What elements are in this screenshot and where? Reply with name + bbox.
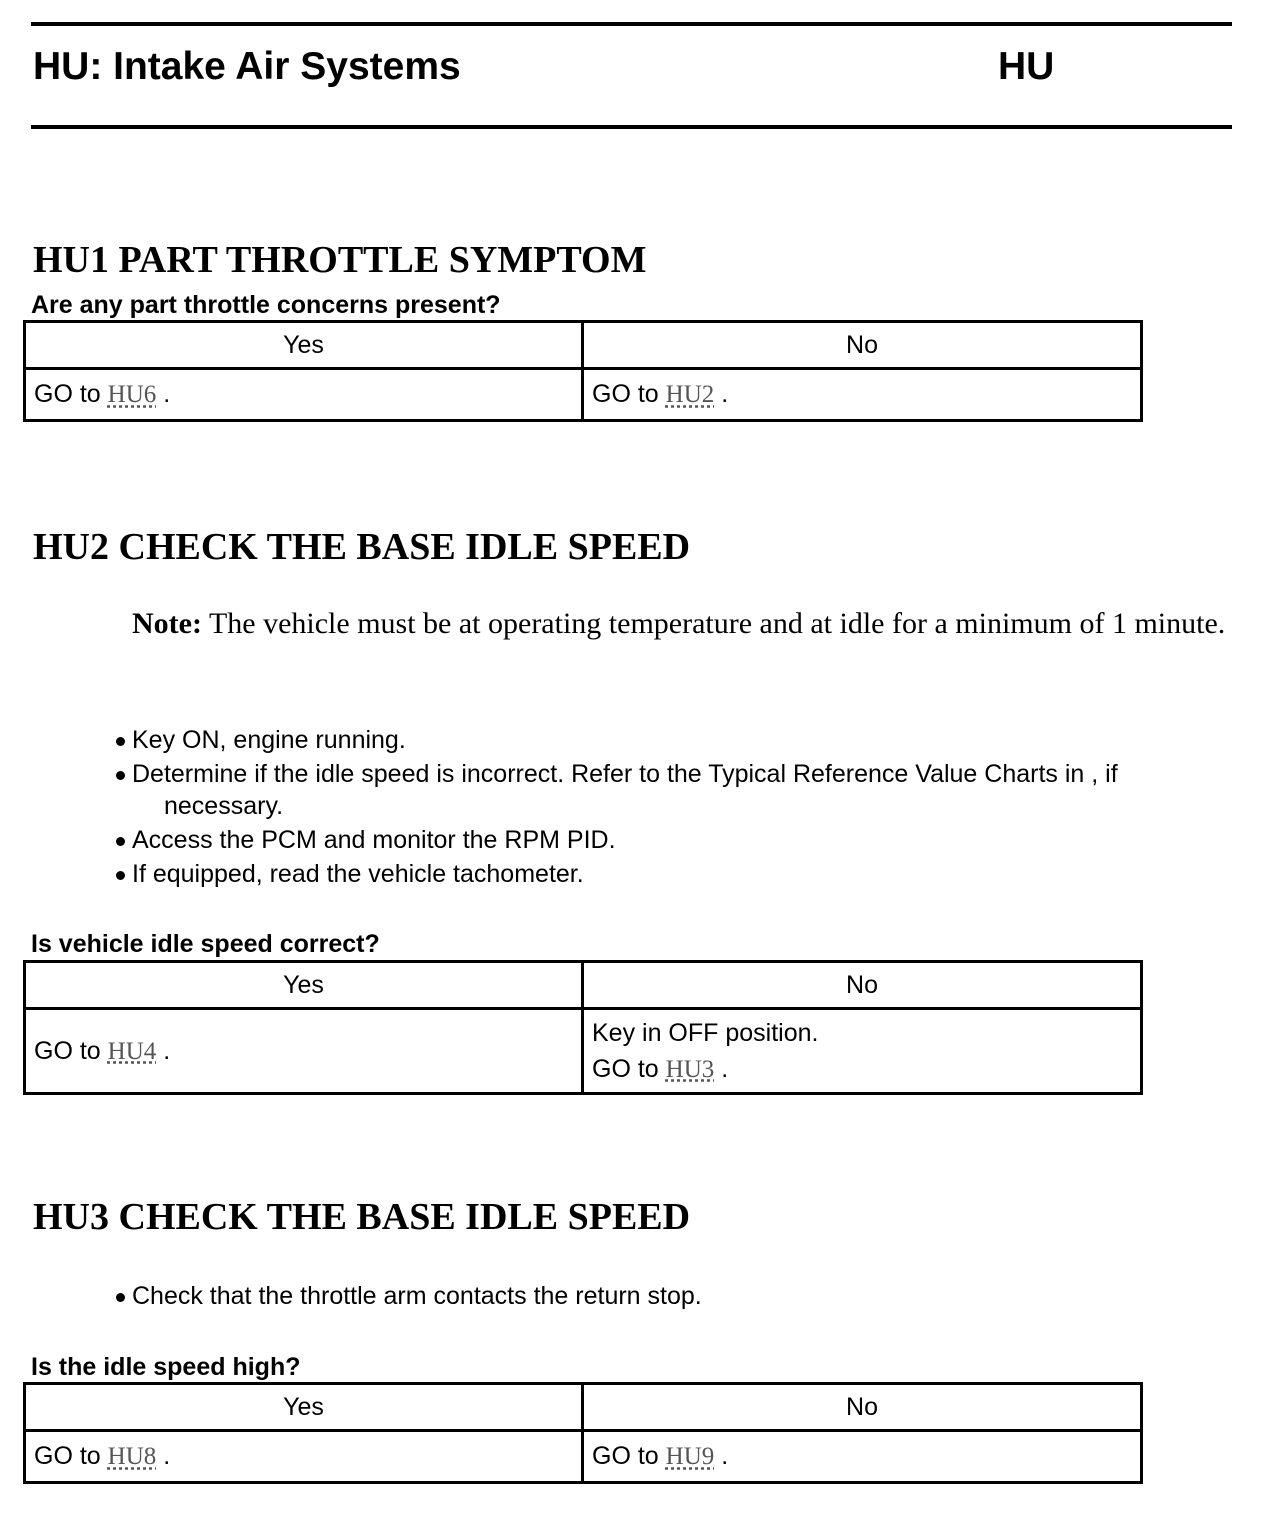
section-title-hu3: HU3 CHECK THE BASE IDLE SPEED <box>33 1196 691 1238</box>
section-title-hu1: HU1 PART THROTTLE SYMPTOM <box>33 239 647 281</box>
bullet-icon <box>116 1293 125 1302</box>
decision-table-hu1 <box>23 320 1143 422</box>
go-to-text: GO to <box>34 380 101 408</box>
question-hu3: Is the idle speed high? <box>31 1353 301 1381</box>
bullet-list-hu3 <box>116 1280 702 1314</box>
page-title: HU: Intake Air Systems <box>33 45 461 88</box>
header-bottom-rule <box>31 125 1232 129</box>
link-hu6[interactable]: HU6 <box>107 381 157 408</box>
no-header: No <box>583 322 1142 369</box>
note-label: Note: <box>132 607 202 640</box>
go-to-text: GO to <box>592 1054 659 1083</box>
no-cell: Key in OFF position. GO to HU3 . <box>583 1009 1142 1094</box>
note <box>132 605 1232 643</box>
list-item: Check that the throttle arm contacts the return stop. <box>116 1280 702 1312</box>
no-cell: GO to HU2 . <box>583 369 1142 421</box>
no-cell-instruction: Key in OFF position. <box>592 1018 819 1047</box>
link-hu4[interactable]: HU4 <box>107 1037 157 1065</box>
header-top-rule <box>31 22 1232 26</box>
note-text: The vehicle must be at operating temperature and at idle for a minimum of 1 minute. <box>208 607 1226 640</box>
bullet-icon <box>116 837 125 846</box>
bullet-icon <box>116 871 125 880</box>
decision-table-hu2 <box>23 960 1143 1095</box>
no-header: No <box>583 962 1142 1009</box>
section-title-hu2: HU2 CHECK THE BASE IDLE SPEED <box>33 526 691 568</box>
yes-header: Yes <box>25 322 583 369</box>
go-to-text: GO to <box>34 1036 101 1065</box>
link-hu3[interactable]: HU3 <box>665 1055 715 1083</box>
bullet-icon <box>116 737 125 746</box>
yes-header: Yes <box>25 1384 583 1431</box>
question-hu2: Is vehicle idle speed correct? <box>31 930 380 958</box>
bullet-icon <box>116 771 125 780</box>
yes-cell: GO to HU4 . <box>25 1009 583 1094</box>
go-to-text: GO to <box>592 1442 659 1470</box>
decision-table-hu3 <box>23 1382 1143 1484</box>
yes-cell: GO to HU6 . <box>25 369 583 421</box>
link-hu9[interactable]: HU9 <box>665 1443 715 1470</box>
yes-cell: GO to HU8 . <box>25 1431 583 1483</box>
link-hu2[interactable]: HU2 <box>665 381 715 408</box>
link-hu8[interactable]: HU8 <box>107 1443 157 1470</box>
no-cell: GO to HU9 . <box>583 1431 1142 1483</box>
list-item: Access the PCM and monitor the RPM PID. <box>116 824 1118 856</box>
go-to-text: GO to <box>592 380 659 408</box>
no-header: No <box>583 1384 1142 1431</box>
list-item: If equipped, read the vehicle tachometer. <box>116 858 1118 890</box>
go-to-text: GO to <box>34 1442 101 1470</box>
list-item: Key ON, engine running. <box>116 724 1118 756</box>
bullet-list-hu2 <box>116 724 1118 892</box>
yes-header: Yes <box>25 962 583 1009</box>
list-item: Determine if the idle speed is incorrect. Refer to the Typical Reference Value Charts in , if necessary. <box>116 758 1118 822</box>
page-code: HU <box>998 45 1055 88</box>
question-hu1: Are any part throttle concerns present? <box>31 291 501 319</box>
